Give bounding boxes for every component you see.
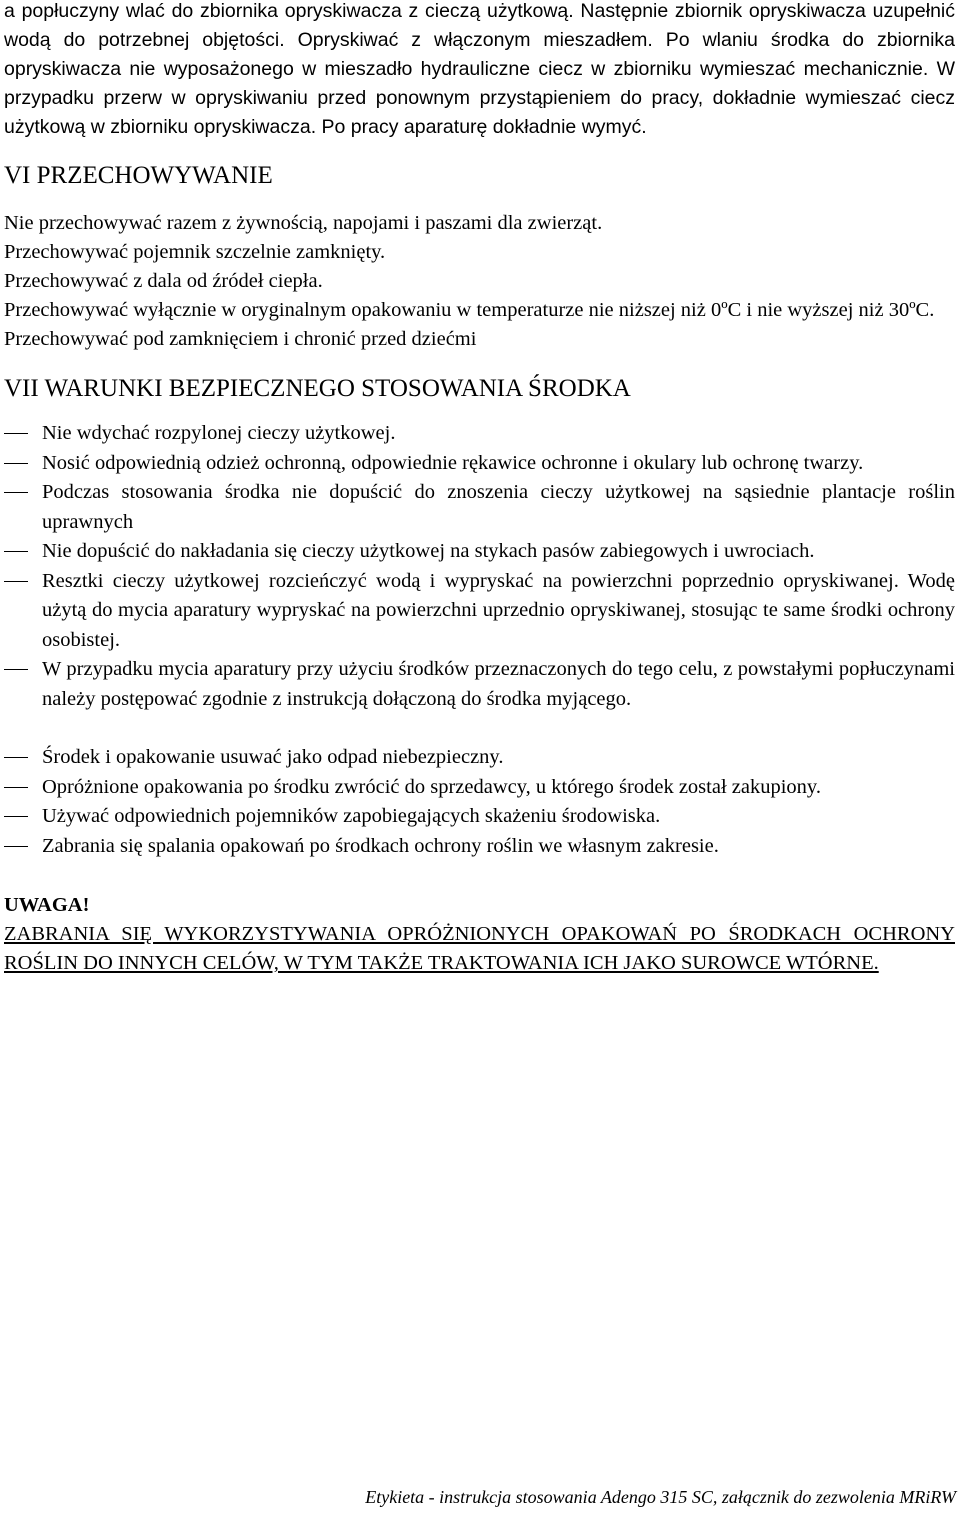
dash-bullet-icon [4, 816, 28, 817]
section-heading-storage: VI PRZECHOWYWANIE [4, 162, 273, 189]
storage-line: Nie przechowywać razem z żywnością, napojami i paszami dla zwierząt. [4, 212, 603, 234]
safety-list [4, 419, 955, 714]
dash-bullet-icon [4, 492, 28, 493]
dash-bullet-icon [4, 669, 28, 670]
dash-bullet-icon [4, 757, 28, 758]
storage-line: Przechowywać pojemnik szczelnie zamknięty. [4, 241, 386, 263]
list-item: Zabrania się spalania opakowań po środkach ochrony roślin we własnym zakresie. [4, 832, 955, 862]
list-item: Resztki cieczy użytkowej rozcieńczyć wodą i wypryskać na powierzchni poprzednio opryskiwanej. Wodę użytą do mycia aparatury wypryskać na powierzchni uprzednio opryskiwanej, stosując te same środki ochrony osobistej. [4, 567, 955, 656]
warning-text: ZABRANIA SIĘ WYKORZYSTYWANIA OPRÓŻNIONYCH OPAKOWAŃ PO ŚRODKACH OCHRONY ROŚLIN DO INNYCH CELÓW, W TYM TAKŻE TRAKTOWANIA ICH JAKO SUROWCE WTÓRNE. [4, 923, 955, 974]
dash-bullet-icon [4, 551, 28, 552]
list-item: W przypadku mycia aparatury przy użyciu środków przeznaczonych do tego celu, z powstałymi popłuczynami należy postępować zgodnie z instrukcją dołączoną do środka myjącego. [4, 655, 955, 714]
dash-bullet-icon [4, 433, 28, 434]
warning-title: UWAGA! [4, 894, 90, 916]
list-item: Nie dopuścić do nakładania się cieczy użytkowej na stykach pasów zabiegowych i uwrociach. [4, 537, 955, 567]
dash-bullet-icon [4, 581, 28, 582]
list-item: Używać odpowiednich pojemników zapobiegających skażeniu środowiska. [4, 802, 955, 832]
list-item: Opróżnione opakowania po środku zwrócić do sprzedawcy, u którego środek został zakupiony. [4, 773, 955, 803]
list-item: Nosić odpowiednią odzież ochronną, odpowiednie rękawice ochronne i okulary lub ochronę twarzy. [4, 449, 955, 479]
list-item: Podczas stosowania środka nie dopuścić do znoszenia cieczy użytkowej na sąsiednie plantacje roślin uprawnych [4, 478, 955, 537]
section-heading-safety: VII WARUNKI BEZPIECZNEGO STOSOWANIA ŚRODKA [4, 375, 631, 402]
storage-line: Przechowywać wyłącznie w oryginalnym opakowaniu w temperaturze nie niższej niż 0ºC i nie wyższej niż 30ºC. [4, 299, 935, 321]
intro-paragraph: a popłuczyny wlać do zbiornika opryskiwacza z cieczą użytkową. Następnie zbiornik opryskiwacza uzupełnić wodą do potrzebnej objętości. Opryskiwać z włączonym mieszadłem. Po wlaniu środka do zbiornika opryskiwacza nie wyposażonego w mieszadło hydrauliczne ciecz w zbiorniku wymieszać mechanicznie. W przypadku przerw w opryskiwaniu przed ponownym przystąpieniem do pracy, dokładnie wymieszać ciecz użytkową w zbiorniku opryskiwacza. Po pracy aparaturę dokładnie wymyć. [4, 0, 955, 138]
dash-bullet-icon [4, 846, 28, 847]
list-item: Nie wdychać rozpylonej cieczy użytkowej. [4, 419, 955, 449]
list-item: Środek i opakowanie usuwać jako odpad niebezpieczny. [4, 743, 955, 773]
storage-line: Przechowywać z dala od źródeł ciepła. [4, 270, 323, 292]
dash-bullet-icon [4, 463, 28, 464]
storage-line: Przechowywać pod zamknięciem i chronić przed dziećmi [4, 328, 477, 350]
dash-bullet-icon [4, 787, 28, 788]
footer-caption: Etykieta - instrukcja stosowania Adengo 315 SC, załącznik do zezwolenia MRiRW [365, 1487, 956, 1507]
storage-block [4, 209, 955, 354]
document-page [4, 0, 955, 978]
disposal-list [4, 743, 955, 861]
